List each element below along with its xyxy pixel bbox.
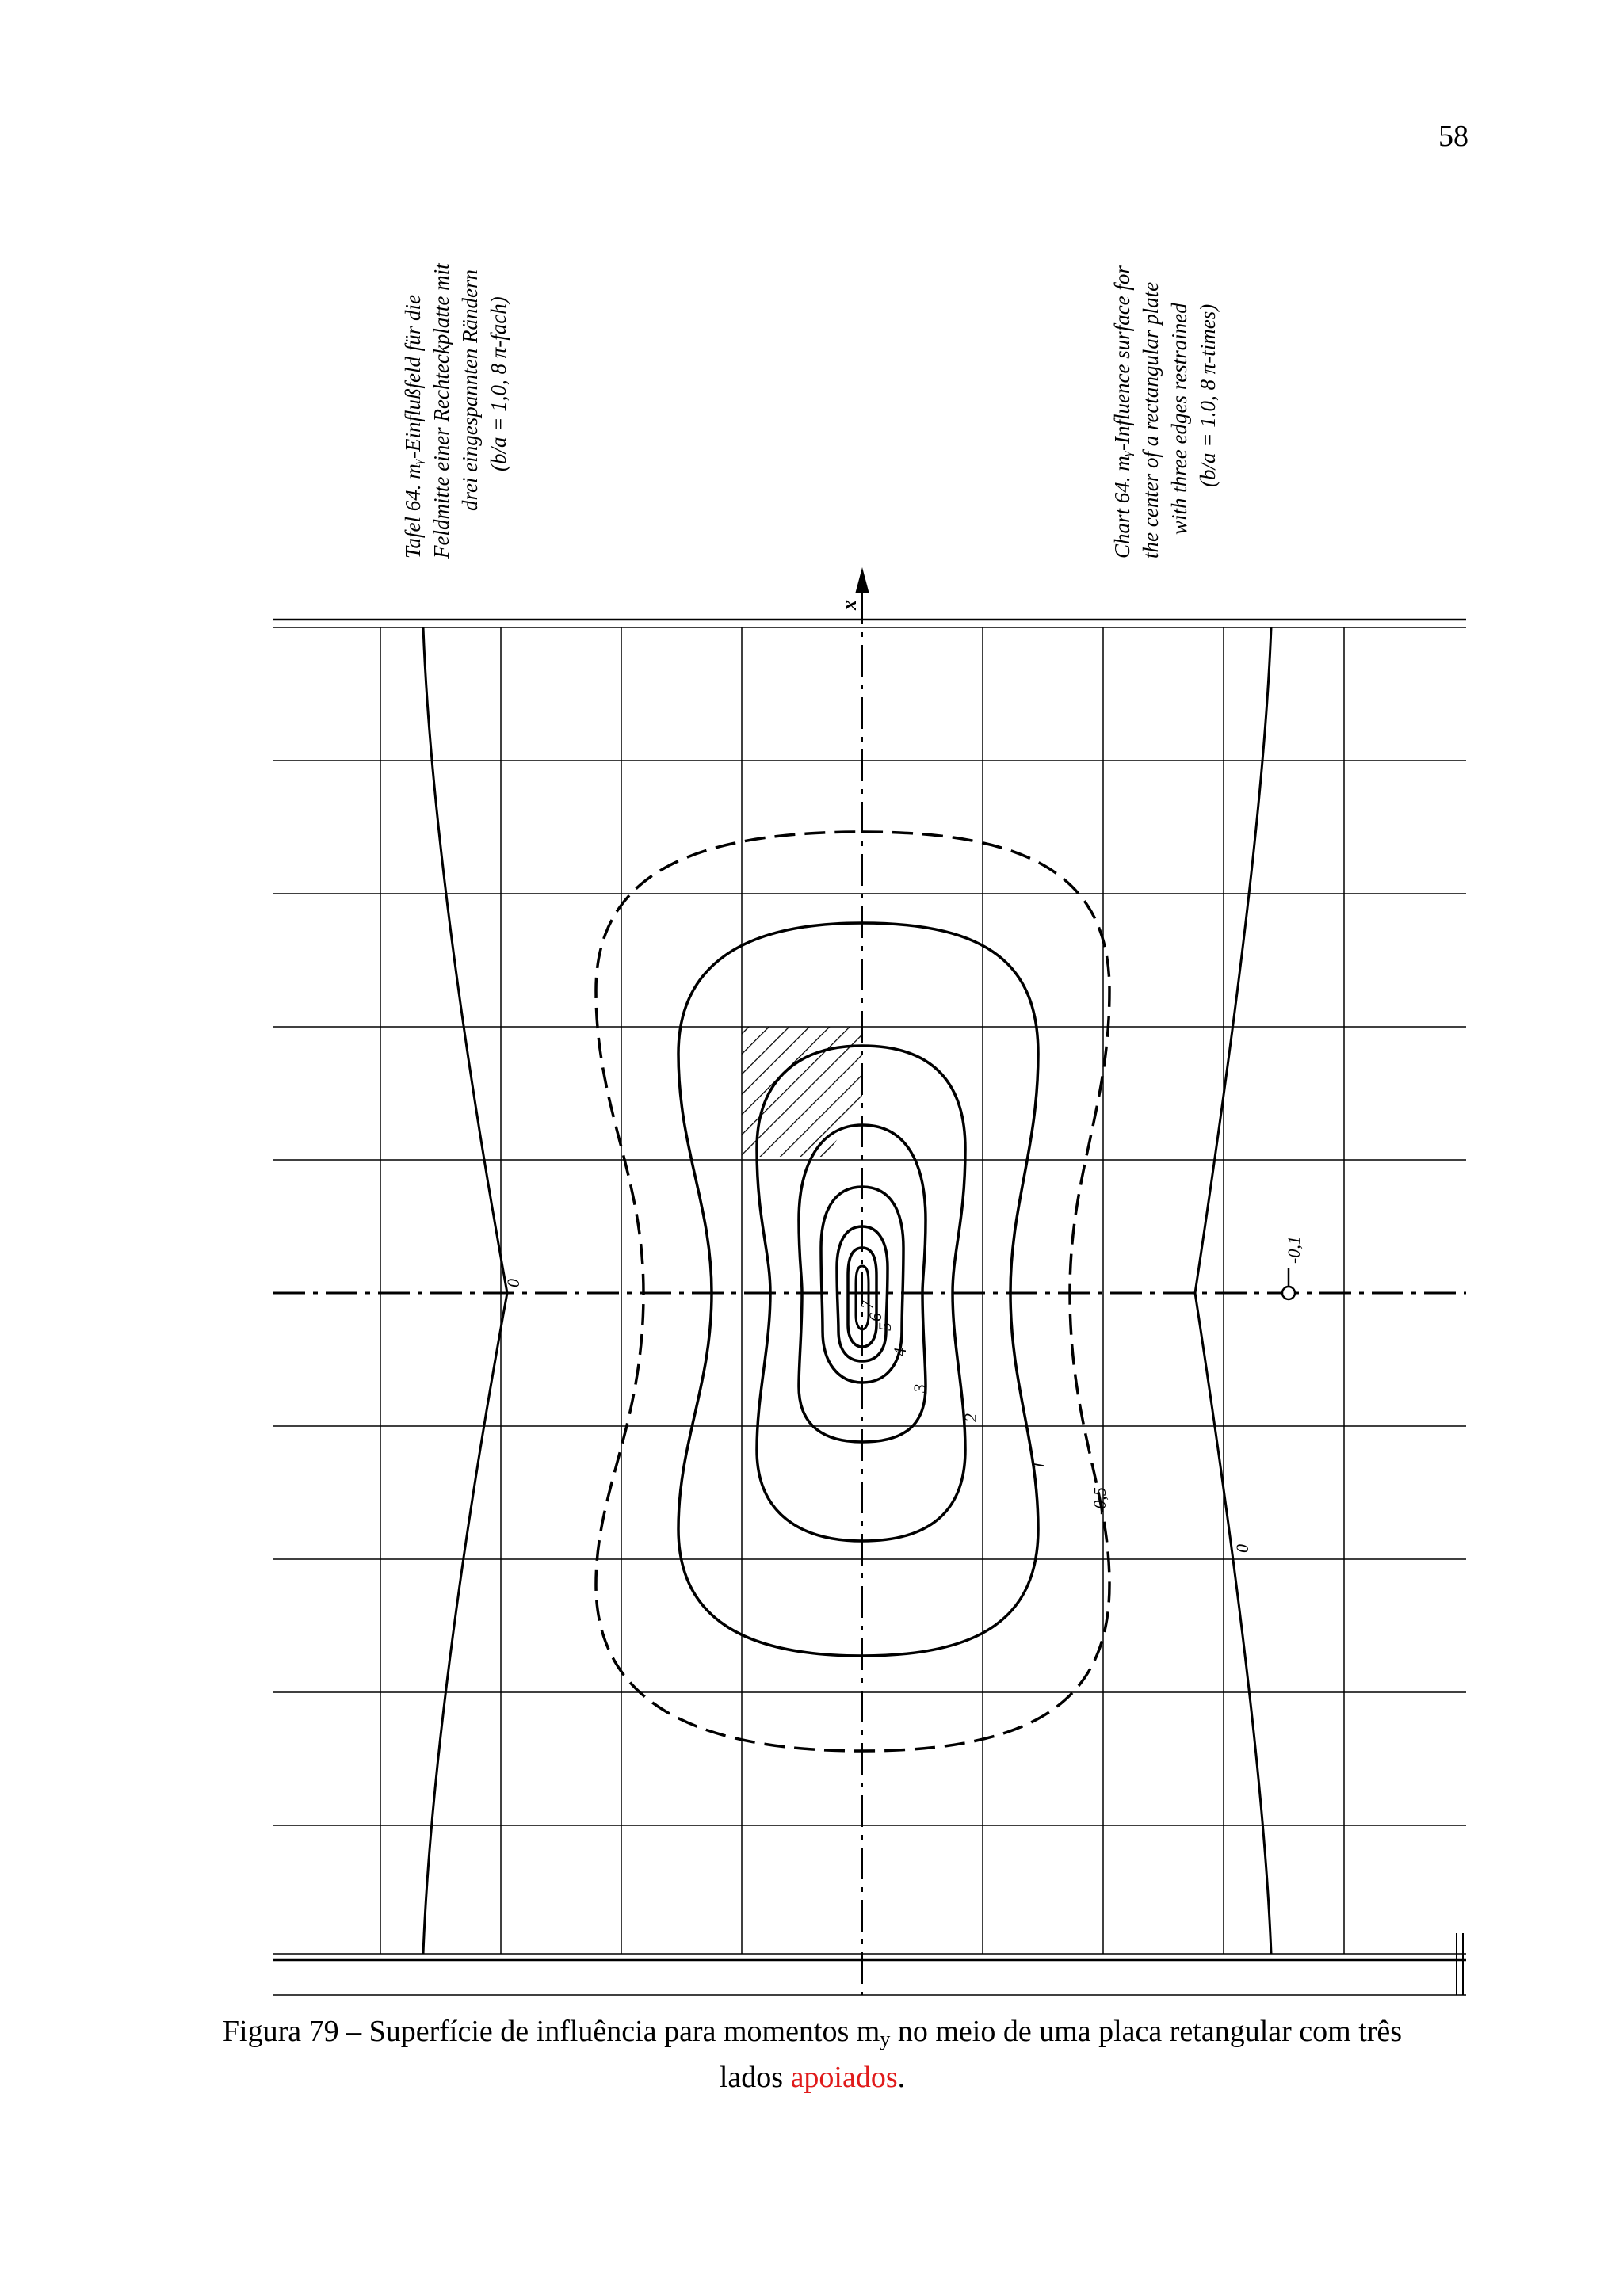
title-right-line-3: with three edges restrained xyxy=(1167,303,1191,535)
caption-highlight: apoiados xyxy=(790,2061,898,2094)
label-c1: 1 xyxy=(1029,1461,1048,1470)
label-zero-left: 0 xyxy=(503,1279,523,1287)
figure-caption xyxy=(158,2012,1466,2096)
caption-middle: no meio de uma placa retangular com três xyxy=(890,2015,1403,2048)
x-axis-label: x xyxy=(838,600,861,610)
title-right-line-2: the center of a rectangular plate xyxy=(1139,281,1163,559)
label-c05: -0,5 xyxy=(1090,1487,1109,1515)
page-number: 58 xyxy=(1438,120,1468,153)
title-left-line-4: (b/a = 1,0, 8 π-fach) xyxy=(487,296,510,471)
title-left-line-2: Feldmitte einer Rechteckplatte mit xyxy=(430,263,453,559)
chart-title-left xyxy=(401,262,510,559)
label-c5: 5 xyxy=(875,1322,895,1331)
caption-subscript: y xyxy=(880,2027,891,2050)
label-c3: 3 xyxy=(910,1384,930,1393)
hatched-load-area xyxy=(742,1027,862,1157)
label-zero-right: 0 xyxy=(1232,1544,1252,1553)
center-axes xyxy=(273,569,1466,1995)
marker-neg xyxy=(1282,1268,1295,1299)
title-right-line-4: (b/a = 1.0, 8 π-times) xyxy=(1196,303,1220,487)
label-c4: 4 xyxy=(890,1348,910,1356)
label-c2: 2 xyxy=(960,1413,980,1422)
caption-prefix: Figura 79 – Superfície de influência para momentos m xyxy=(222,2015,880,2048)
label-neg: -0,1 xyxy=(1284,1236,1304,1264)
label-c7: 7 xyxy=(857,1300,876,1309)
caption-line2-start: lados xyxy=(719,2061,791,2094)
chart-title-right xyxy=(1110,265,1220,559)
title-right-line-1: Chart 64. mᵧ-Influence surface for xyxy=(1110,265,1134,559)
caption-line2-end: . xyxy=(897,2061,906,2094)
contour-minus-0-5 xyxy=(596,832,1109,1751)
label-c6: 6 xyxy=(865,1313,885,1322)
title-left-line-1: Tafel 64. mᵧ-Einflußfeld für die xyxy=(401,295,425,559)
title-left-line-3: drei eingespannten Rändern xyxy=(458,269,482,511)
